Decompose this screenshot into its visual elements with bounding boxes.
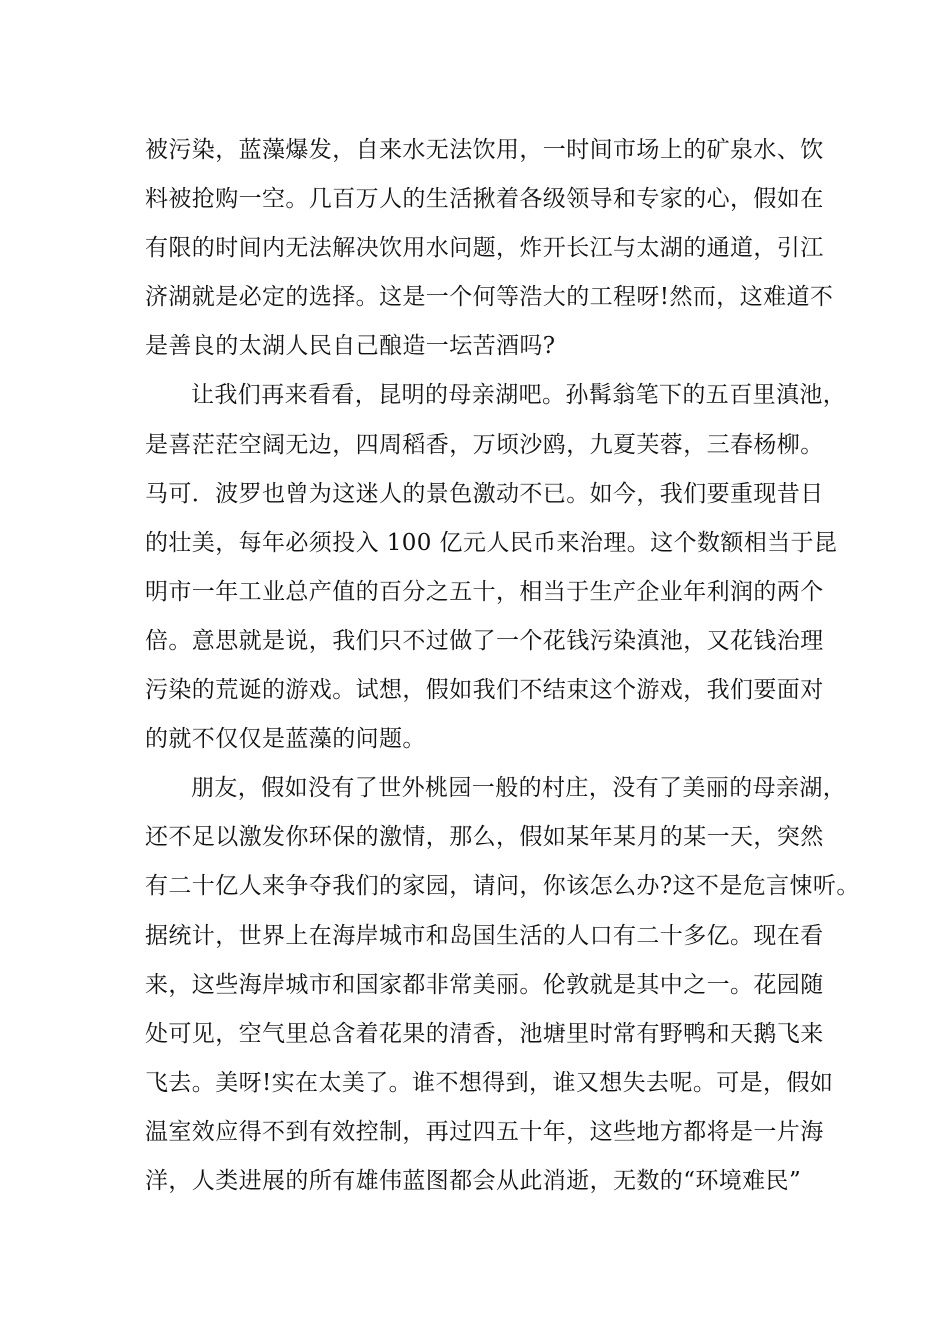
text-line: 马可．波罗也曾为这迷人的景色激动不已。如今，我们要重现昔日: [145, 480, 824, 507]
text-line: 的壮美，每年必须投入 100 亿元人民币来治理。这个数额相当于昆: [145, 529, 838, 556]
text-line: 污染的荒诞的游戏。试想，假如我们不结束这个游戏，我们要面对: [145, 677, 824, 704]
text-line: 有限的时间内无法解决饮用水问题，炸开长江与太湖的通道，引江: [145, 235, 824, 262]
text-line: 有二十亿人来争夺我们的家园，请问，你该怎么办?这不是危言悚听。: [145, 873, 860, 900]
text-line: 温室效应得不到有效控制，再过四五十年，这些地方都将是一片海: [145, 1118, 824, 1145]
text-line: 还不足以激发你环保的激情，那么，假如某年某月的某一天，突然: [145, 824, 824, 851]
paragraph-start-line: 朋友，假如没有了世外桃园一般的村庄，没有了美丽的母亲湖，: [191, 775, 847, 802]
text-line: 倍。意思就是说，我们只不过做了一个花钱污染滇池，又花钱治理: [145, 627, 824, 654]
text-line: 明市一年工业总产值的百分之五十，相当于生产企业年利润的两个: [145, 578, 824, 605]
text-line: 济湖就是必定的选择。这是一个何等浩大的工程呀!然而，这难道不: [145, 284, 834, 311]
text-line: 是喜茫茫空阔无边，四周稻香，万顷沙鸥，九夏芙蓉，三春杨柳。: [145, 431, 824, 458]
text-line: 洋，人类进展的所有雄伟蓝图都会从此消逝，无数的“环境难民”: [145, 1167, 802, 1194]
text-line: 处可见，空气里总含着花果的清香，池塘里时常有野鸭和天鹅飞来: [145, 1020, 824, 1047]
text-line: 的就不仅仅是蓝藻的问题。: [145, 726, 426, 753]
text-line: 飞去。美呀!实在太美了。谁不想得到，谁又想失去呢。可是，假如: [145, 1069, 834, 1096]
text-line: 被污染，蓝藻爆发，自来水无法饮用，一时间市场上的矿泉水、饮: [145, 137, 824, 163]
essay-text: [145, 126, 860, 1206]
text-line: 来，这些海岸城市和国家都非常美丽。伦敦就是其中之一。花园随: [145, 971, 824, 998]
paragraph-start-line: 让我们再来看看，昆明的母亲湖吧。孙髯翁笔下的五百里滇池，: [191, 382, 847, 409]
text-line: 是善良的太湖人民自己酿造一坛苦酒吗?: [145, 333, 556, 360]
text-line: 料被抢购一空。几百万人的生活揪着各级领导和专家的心，假如在: [145, 186, 824, 213]
text-line: 据统计，世界上在海岸城市和岛国生活的人口有二十多亿。现在看: [145, 922, 824, 949]
